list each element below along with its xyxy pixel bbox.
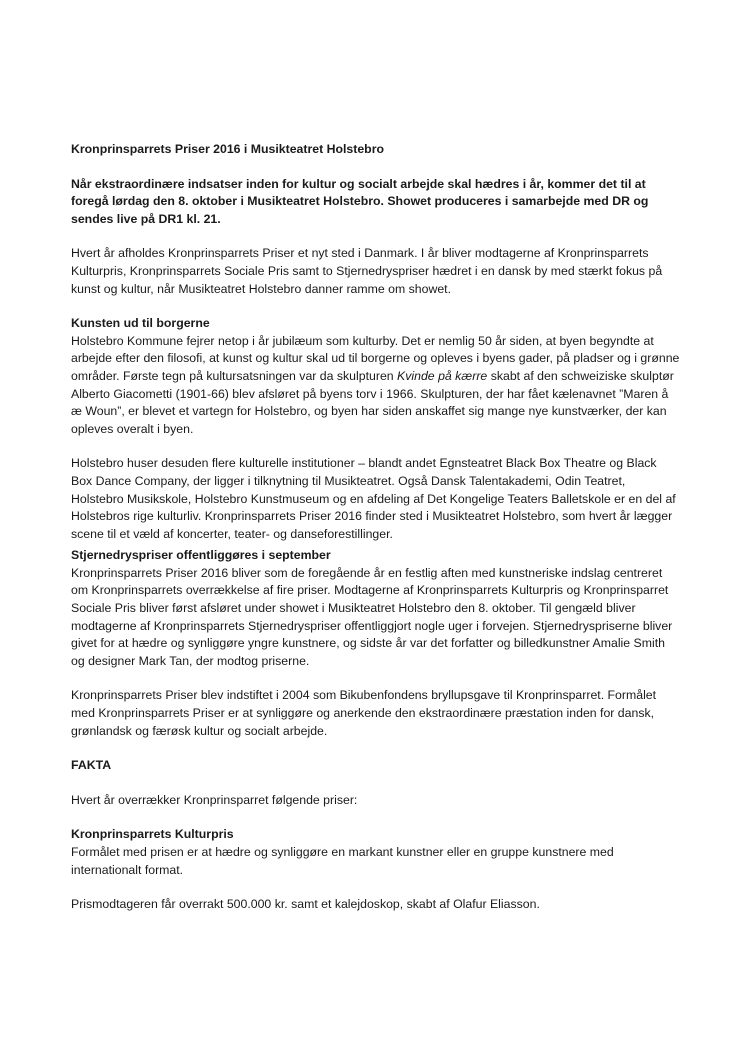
fakta-intro: Hvert år overrækker Kronprinsparret følgende priser:	[71, 792, 358, 807]
section-stjernedryspriser	[71, 547, 681, 670]
prize-paragraph: Prismodtageren får overrakt 500.000 kr. samt et kalejdoskop, skabt af Olafur Eliasson.	[71, 897, 540, 912]
fakta-heading: FAKTA	[71, 758, 112, 773]
body-text: Holstebro Kommune fejrer netop i år jubilæum som kulturby. Det er nemlig 50 år siden, at byen begyndte at arbejde efter den filosofi, at kunst og kultur skal ud til borgerne og opleves i byens gader, på pladser og i grønne områder. Første tegn på kultursatsningen var da skulpturen	[71, 333, 680, 383]
institutions-paragraph: Holstebro huser desuden flere kulturelle institutioner – blandt andet Egnsteatret Black Box Theatre og Black Box Dance Company, der ligger i tilknytning til Musikteatret. Også Dansk Talentakademi, Odin Teatret, Holstebro Musikskole, Holstebro Kunstmuseum og en afdeling af Det Kongelige Teaters Balletskole er en del af Holstebros rige kulturliv. Kronprinsparrets Priser 2016 finder sted i Musikteatret Holstebro, som hvert år lægger scene til et væld af koncerter, teater- og danseforestillinger.	[71, 456, 676, 541]
body-text: Kronprinsparrets Priser 2016 bliver som de foregående år en festlig aften med kunstneriske indslag centreret om Kronprinsparrets overrækkelse af fire priser. Modtagerne af Kronprinsparrets Kulturpris og Kronprinsparret Sociale Pris bliver først afsløret under showet i Musikteatret Holstebro den 8. oktober. Til gengæld bliver modtagerne af Kronprinsparrets Stjernedryspriser offentliggjort nogle uger i forvejen. Stjernedryspriserne bliver givet for at hædre og synliggøre yngre kunstnere, og sidste år var det forfatter og billedkunstner Amalie Smith og designer Mark Tan, der modtog priserne.	[71, 565, 673, 668]
artwork-title: Kvinde på kærre	[397, 368, 488, 383]
section-heading: Kronprinsparrets Kulturpris	[71, 827, 234, 842]
document-title: Kronprinsparrets Priser 2016 i Musikteatret Holstebro	[71, 142, 384, 156]
history-paragraph: Kronprinsparrets Priser blev indstiftet i 2004 som Bikubenfondens bryllupsgave til Kronprinsparret. Formålet med Kronprinsparrets Priser er at synliggøre og anerkende den ekstraordinære præstation inden for dansk, grønlandsk og færøsk kultur og socialt arbejde.	[71, 688, 657, 738]
intro-paragraph: Hvert år afholdes Kronprinsparrets Priser et nyt sted i Danmark. I år bliver modtagerne af Kronprinsparrets Kulturpris, Kronprinsparrets Sociale Pris samt to Stjernedryspriser hædret i en dansk by med stærkt fokus på kunst og kultur, når Musikteatret Holstebro danner ramme om showet.	[71, 246, 663, 296]
section-kunsten-ud-til-borgerne	[71, 315, 681, 438]
press-release-page	[71, 141, 681, 931]
lead-paragraph: Når ekstraordinære indsatser inden for kultur og socialt arbejde skal hædres i år, kommer det til at foregå lørdag den 8. oktober i Musikteatret Holstebro. Showet produceres i samarbejde med DR og sendes live på DR1 kl. 21.	[71, 176, 649, 226]
body-text: Formålet med prisen er at hædre og synliggøre en markant kunstner eller en gruppe kunstnere med internationalt format.	[71, 845, 614, 877]
section-heading: Kunsten ud til borgerne	[71, 316, 210, 331]
body-text: skabt af den schweiziske skulptør Alberto Giacometti (1901-66) blev afsløret på byens torv i 1966. Skulpturen, der har fået kælenavnet ”Maren å æ Woun”, er blevet et vartegn for Holstebro, og byen har siden anskaffet sig mange nye kunstværker, der kan opleves overalt i byen.	[71, 368, 674, 436]
section-kulturpris	[71, 826, 681, 879]
section-heading: Stjernedryspriser offentliggøres i september	[71, 548, 331, 563]
